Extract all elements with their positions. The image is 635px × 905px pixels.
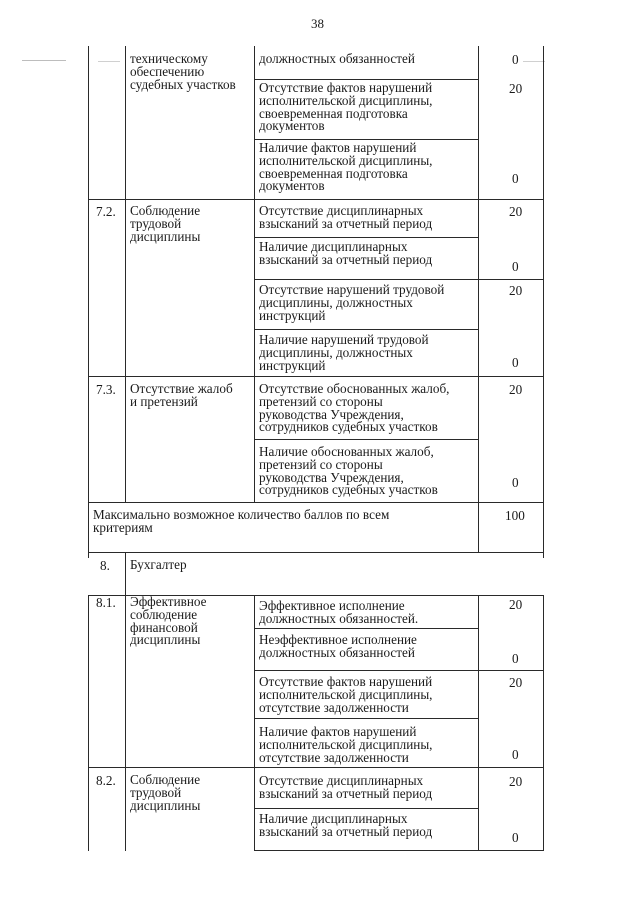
row-number: 7.3. bbox=[96, 382, 116, 397]
score-value: 0 bbox=[512, 52, 519, 67]
criterion-text: техническому обеспечению судебных участков bbox=[130, 51, 236, 92]
table-border-right bbox=[543, 46, 544, 558]
page-number: 38 bbox=[311, 16, 324, 31]
column-divider bbox=[254, 46, 255, 502]
row-number: 8.2. bbox=[96, 773, 116, 788]
indicator-text: Наличие фактов нарушений исполнительской дисциплины, отсутствие задолженности bbox=[259, 724, 433, 765]
indicator-text: Эффективное исполнение должностных обязанностей. bbox=[259, 598, 419, 626]
indicator-text: Наличие дисциплинарных взысканий за отчетный период bbox=[259, 811, 433, 839]
score-value: 20 bbox=[509, 204, 523, 219]
indicator-text: Отсутствие обоснованных жалоб, претензий со стороны руководства Учреждения, сотрудников судебных участков bbox=[259, 381, 450, 435]
column-divider bbox=[125, 46, 126, 502]
section-title: Бухгалтер bbox=[130, 557, 187, 572]
row-divider bbox=[254, 237, 478, 238]
max-score-label: Максимально возможное количество баллов по всем критериям bbox=[93, 507, 390, 535]
indicator-text: Наличие обоснованных жалоб, претензий со стороны руководства Учреждения, сотрудников судебных участков bbox=[259, 444, 438, 498]
score-value: 0 bbox=[512, 259, 519, 274]
indicator-text: Отсутствие фактов нарушений исполнительской дисциплины, отсутствие задолженности bbox=[259, 674, 433, 715]
criterion-text: Эффективное соблюдение финансовой дисциплины bbox=[130, 594, 207, 648]
indicator-text: Отсутствие фактов нарушений исполнительской дисциплины, своевременная подготовка документов bbox=[259, 80, 433, 134]
criterion-text: Соблюдение трудовой дисциплины bbox=[130, 203, 201, 244]
indicator-text: Наличие дисциплинарных взысканий за отчетный период bbox=[259, 239, 433, 267]
row-divider bbox=[88, 552, 543, 553]
row-divider bbox=[254, 850, 543, 851]
table-border-left bbox=[88, 46, 89, 558]
row-divider bbox=[88, 502, 543, 503]
column-divider bbox=[478, 502, 479, 552]
section-number: 8. bbox=[100, 558, 110, 573]
max-score-value: 100 bbox=[505, 508, 525, 523]
row-divider bbox=[254, 628, 478, 629]
indicator-text: Наличие фактов нарушений исполнительской дисциплины, своевременная подготовка документов bbox=[259, 140, 433, 194]
column-divider bbox=[478, 46, 479, 502]
criterion-text: Соблюдение трудовой дисциплины bbox=[130, 772, 201, 813]
row-divider bbox=[88, 376, 543, 377]
table-border-left bbox=[88, 595, 89, 851]
score-value: 0 bbox=[512, 475, 519, 490]
table-border-right bbox=[543, 595, 544, 851]
score-value: 20 bbox=[509, 382, 523, 397]
score-value: 0 bbox=[512, 355, 519, 370]
criterion-text: Отсутствие жалоб и претензий bbox=[130, 381, 233, 409]
row-divider bbox=[254, 329, 478, 330]
row-divider bbox=[254, 670, 543, 671]
column-divider bbox=[254, 595, 255, 851]
score-value: 20 bbox=[509, 81, 523, 96]
indicator-text: Отсутствие дисциплинарных взысканий за отчетный период bbox=[259, 203, 433, 231]
score-value: 20 bbox=[509, 675, 523, 690]
row-number: 8.1. bbox=[96, 595, 116, 610]
column-divider bbox=[125, 553, 126, 851]
indicator-text: Неэффективное исполнение должностных обязанностей bbox=[259, 632, 417, 660]
score-value: 20 bbox=[509, 774, 523, 789]
scan-artifact bbox=[22, 60, 66, 61]
score-value: 0 bbox=[512, 651, 519, 666]
row-divider bbox=[254, 718, 478, 719]
indicator-text: Отсутствие дисциплинарных взысканий за отчетный период bbox=[259, 773, 433, 801]
indicator-text: должностных обязанностей bbox=[259, 51, 415, 66]
row-divider bbox=[88, 199, 543, 200]
score-value: 0 bbox=[512, 747, 519, 762]
scan-artifact bbox=[523, 61, 545, 62]
row-divider bbox=[254, 808, 478, 809]
score-value: 20 bbox=[509, 597, 523, 612]
score-value: 20 bbox=[509, 283, 523, 298]
score-value: 0 bbox=[512, 171, 519, 186]
scan-artifact bbox=[98, 61, 120, 62]
indicator-text: Наличие нарушений трудовой дисциплины, должностных инструкций bbox=[259, 332, 429, 373]
score-value: 0 bbox=[512, 830, 519, 845]
row-divider bbox=[254, 439, 478, 440]
row-divider bbox=[88, 767, 543, 768]
indicator-text: Отсутствие нарушений трудовой дисциплины, должностных инструкций bbox=[259, 282, 445, 323]
column-divider bbox=[478, 595, 479, 851]
row-divider bbox=[254, 279, 543, 280]
row-number: 7.2. bbox=[96, 204, 116, 219]
